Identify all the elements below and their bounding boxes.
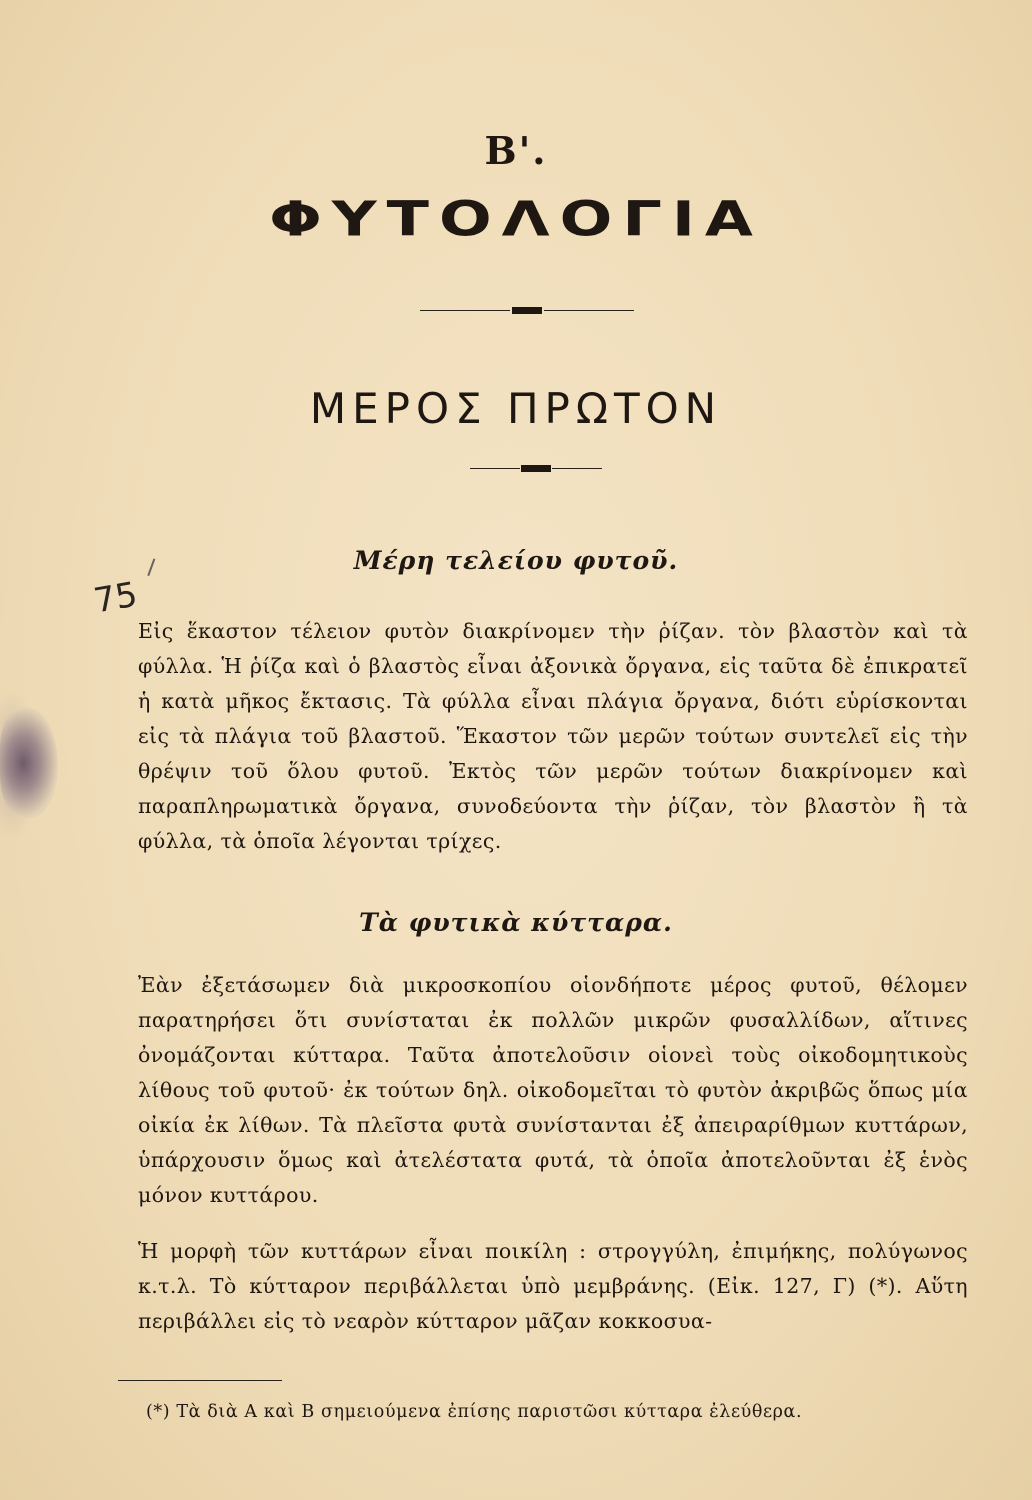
footnote: (*) Τὰ διὰ Α καὶ Β σημειούμενα ἐπίσης παριστῶσι κύτταρα ἐλεύθερα. [146,1402,803,1422]
divider-rule-center [521,465,551,472]
footnote-rule [118,1380,282,1381]
ornament-rule-center [512,307,542,314]
part-title: ΜΕΡΟΣ ΠΡΩΤΟΝ [309,384,723,433]
ornament-rule-left [420,310,510,311]
divider-rule-left [470,468,520,469]
section-heading: Μέρη τελείου φυτοῦ. [353,546,679,575]
ornament-rule-right [544,310,634,311]
page-damage-stain [0,708,58,818]
paragraph: Ἡ μορφὴ τῶν κυττάρων εἶναι ποικίλη : στρογγύλη, ἐπιμήκης, πολύγωνος κ.τ.λ. Τὸ κύτταρον περιβάλλεται ὑπὸ μεμβράνης. (Εἰκ. 127, Γ) (*). Αὕτη περιβάλλει εἰς τὸ νεαρὸν κύτταρον μᾶζαν κοκκοσυα- [138,1239,968,1333]
section-heading: Τὰ φυτικὰ κύτταρα. [359,908,673,937]
divider-rule-right [552,468,602,469]
paragraph: Ἐὰν ἐξετάσωμεν διὰ μικροσκοπίου οἱονδήποτε μέρος φυτοῦ, θέλομεν παρατηρήσει ὅτι συνίσταται ἐκ πολλῶν μικρῶν φυσαλλίδων, αἵτινες ὀνομάζονται κύτταρα. Ταῦτα ἀποτελοῦσιν οἱονεὶ τοὺς οἰκοδομητικοὺς λίθους τοῦ φυτοῦ· ἐκ τούτων δηλ. οἰκοδομεῖται τὸ φυτὸν ἀκριβῶς ὅπως μία οἰκία ἐκ λίθων. Τὰ πλεῖστα φυτὰ συνίστανται ἐξ ἀπειραρίθμων κυττάρων, ὑπάρχουσιν ὅμως καὶ ἀτελέστατα φυτά, τὰ ὁποῖα ἀποτελοῦνται ἐξ ἑνὸς μόνον κυττάρου. [138,973,968,1207]
main-title: ΦΥΤΟΛΟΓΙΑ [269,190,763,247]
section-number: Β'. [484,128,548,173]
margin-handwritten-note: 75 [90,574,141,622]
paragraph: Εἰς ἕκαστον τέλειον φυτὸν διακρίνομεν τὴν ῥίζαν. τὸν βλαστὸν καὶ τὰ φύλλα. Ἡ ῥίζα καὶ ὁ βλαστὸς εἶναι ἀξονικὰ ὄργανα, εἰς ταῦτα δὲ ἐπικρατεῖ ἡ κατὰ μῆκος ἔκτασις. Τὰ φύλλα εἶναι πλάγια ὄργανα, διότι εὑρίσκονται εἰς τὰ πλάγια τοῦ βλαστοῦ. Ἕκαστον τῶν μερῶν τούτων συντελεῖ εἰς τὴν θρέψιν τοῦ ὅλου φυτοῦ. Ἐκτὸς τῶν μερῶν τούτων διακρίνομεν καὶ παραπληρωματικὰ ὄργανα, συνοδεύοντα τὴν ῥίζαν, τὸν βλαστὸν ἢ τὰ φύλλα, τὰ ὁποῖα λέγονται τρίχες. [138,619,968,853]
